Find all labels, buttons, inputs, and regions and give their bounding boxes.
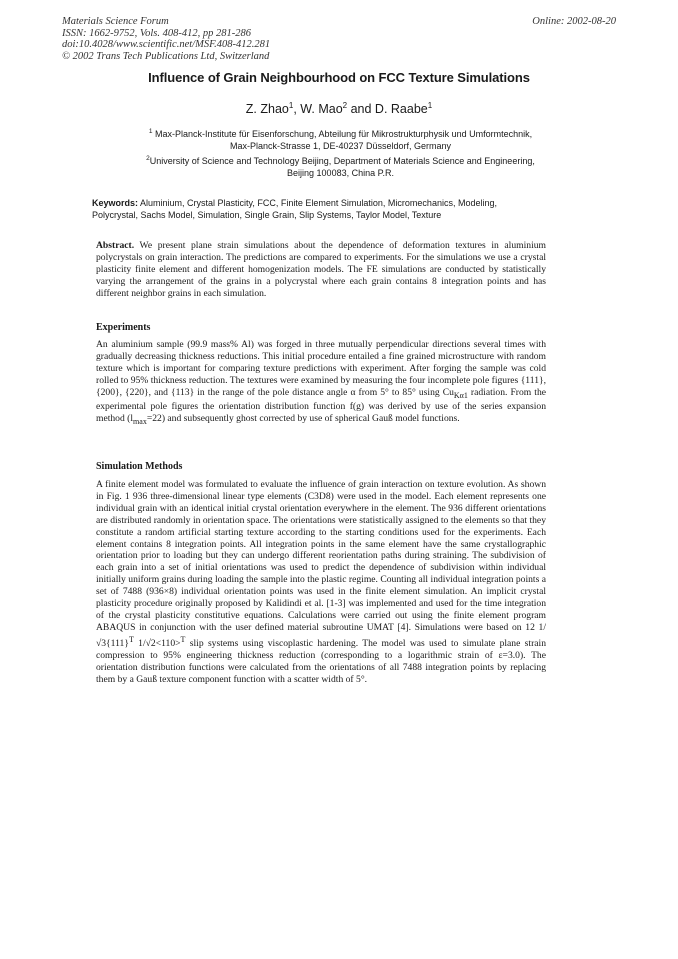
paragraph-text: =22) and subsequently ghost corrected by use of spherical Gauß model functions. (146, 413, 460, 425)
simulation-paragraph (96, 479, 546, 686)
paragraph-text: A finite element model was formulated to evaluate the influence of grain interaction on texture evolution. As shown in Fig. 1 936 three-dimensional linear type elements (C3D8) were used in the model. Each element represents one individual grain with an identical initial crystal orientation everywhere in the element. The 936 different orientations are distributed randomly in orientation space. The orientations were statistically assigned to the elements so that they constitute a random artificial starting texture according to the starting conditions used for the experiments. Each element contains 8 integration points. All integration points in the same element have the same crystallographic orientation prior to loading but they can undergo different reorientation paths during straining. The subdivision of each grain into a set of initial orientations was used to predict the dependence of subdivision within individual initially uniform grains during loading the sample into the plastic regime. Counting all individual integration points a set of 7488 (936×8) individual orientation points was used in the finite element simulation. An implicit crystal plasticity procedure originally proposed by Kalidindi et al. [1-3] was implemented and used for the time integration of the crystal plasticity constitutive equations. Calculations were carried out using the finite element program ABAQUS in conjunction with the user defined material subroutine UMAT [4]. Simulations were based on 12 1/√3{111} (96, 479, 546, 649)
journal-copyright: © 2002 Trans Tech Publications Ltd, Switzerland (62, 50, 270, 62)
journal-doi: doi:10.4028/www.scientific.net/MSF.408-412.281 (62, 39, 271, 50)
keywords-text: Aluminium, Crystal Plasticity, FCC, Finite Element Simulation, Micromechanics, Modeling, Polycrystal, Sachs Model, Simulation, Single Grain, Slip Systems, Taylor Model, Texture (92, 198, 497, 220)
paragraph-text: An aluminium sample (99.9 mass% Al) was forged in three mutually perpendicular directions several times with gradually decreasing thickness reductions. This initial procedure entailed a fine grained microstructure with random texture which is important for comparing texture predictions with experiment. After forging the sample was cold rolled to 95% thickness reduction. The textures were examined by measuring the four incomplete pole figures {111}, {200}, {220}, and {113} in the range of the pole distance angle α from 5° to 85° using Cu (96, 339, 546, 398)
journal-header (62, 16, 270, 62)
abstract-label: Abstract. (96, 240, 135, 251)
keywords (92, 197, 544, 221)
author-name: W. Mao (300, 102, 343, 117)
experiments-heading: Experiments (96, 322, 151, 333)
online-date: Online: 2002-08-20 (532, 16, 616, 27)
superscript: T (128, 634, 134, 644)
author-affil-mark: 2 (342, 101, 348, 110)
affiliation-line: Max-Planck-Institute für Eisenforschung, Abteilung für Mikrostrukturphysik und Umformtechnik, (154, 129, 533, 139)
affiliation-number: 2 (146, 155, 150, 162)
author-affil-mark: 1 (288, 101, 294, 110)
paper-title: Influence of Grain Neighbourhood on FCC Texture Simulations (148, 70, 530, 85)
author-separator: , (293, 102, 301, 117)
paragraph-text: radiation. From the experimental pole figures the orientation distribution function f(g) was derived by use of the series expansion method (l (96, 386, 546, 425)
affiliation-2 (88, 153, 593, 179)
journal-issn: ISSN: 1662-9752, Vols. 408-412, pp 281-286 (62, 27, 251, 39)
affiliation-number: 1 (148, 128, 153, 135)
affiliation-1 (88, 126, 593, 152)
paragraph-text: 1/√2<110> (133, 637, 181, 649)
abstract (96, 240, 546, 300)
affiliation-line: University of Science and Technology Beijing, Department of Materials Science and Engineering, (149, 156, 535, 166)
author-list (62, 101, 616, 116)
author-name: D. Raabe (374, 102, 428, 117)
affiliation-line: Max-Planck-Strasse 1, DE-40237 Düsseldorf, Germany (229, 141, 452, 151)
author-affil-mark: 1 (427, 101, 433, 110)
subscript: Kα1 (453, 390, 468, 400)
abstract-text: We present plane strain simulations about the dependence of deformation textures in aluminium polycrystals on grain interaction. The predictions are compared to experiments. For the simulations we use a crystal plasticity finite element and different homogenization models. The FE simulations are conducted by statistically varying the arrangement of the grains in a polycrystal where each grain contains 8 integration points and has different neighbor grains in each simulation. (96, 240, 546, 299)
author-name: Z. Zhao (245, 102, 289, 117)
superscript: T (180, 634, 186, 644)
author-separator: and (347, 102, 375, 117)
journal-name: Materials Science Forum (62, 16, 169, 27)
subscript: max (133, 417, 147, 427)
affiliation-line: Beijing 100083, China P.R. (287, 168, 394, 178)
simulation-heading: Simulation Methods (96, 461, 183, 472)
experiments-paragraph (96, 339, 546, 428)
paragraph-text: slip systems using viscoplastic hardening. The model was used to simulate plane strain compression to 95% engineering thickness reduction (corresponding to a logarithmic strain of ε=3.0). The orientation distribution functions were calculated from the orientations of all 7488 integration points by replacing them by a Gauß texture component function with a scatter width of 5°. (96, 637, 546, 685)
keywords-label: Keywords: (92, 198, 139, 208)
